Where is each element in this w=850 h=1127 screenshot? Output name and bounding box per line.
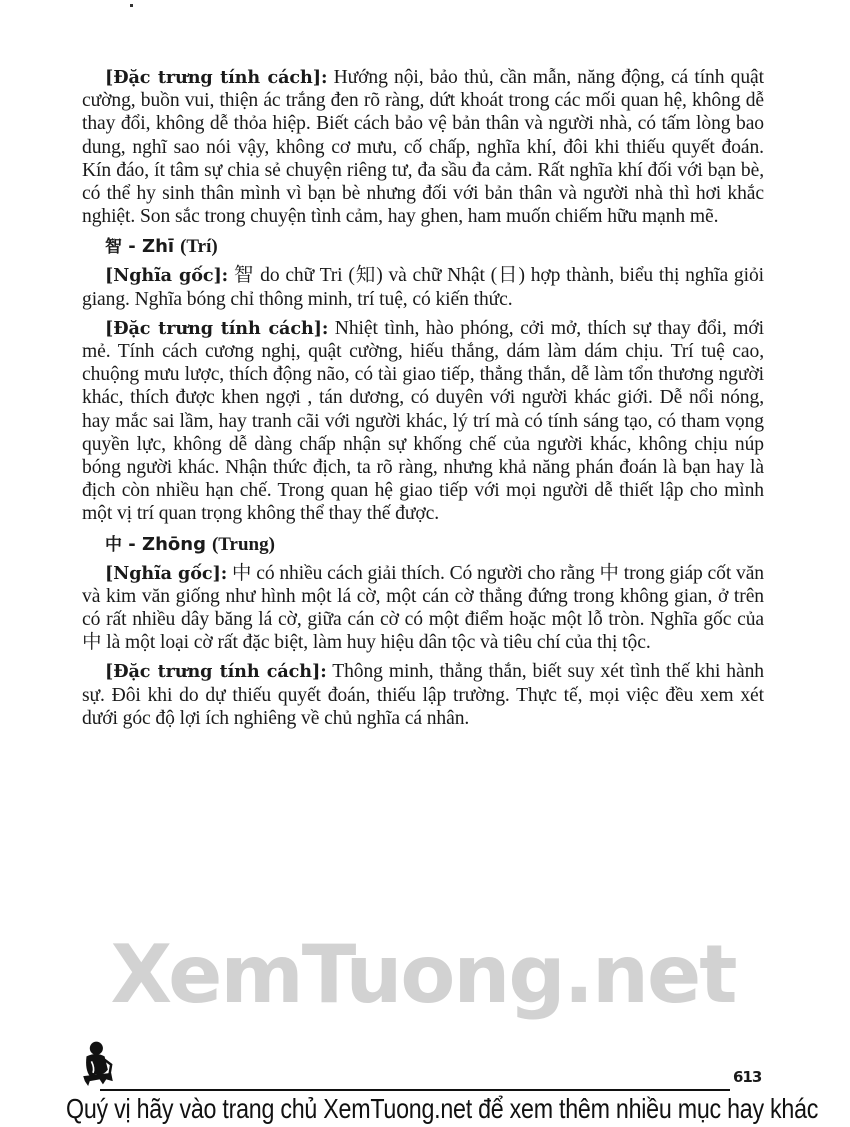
paragraph-label: [Nghĩa gốc]: (105, 562, 228, 584)
paragraph-label: [Nghĩa gốc]: (105, 265, 229, 287)
section-heading-zhi (105, 234, 764, 260)
scan-speck (130, 4, 133, 7)
paragraph-text: Hướng nội, bảo thủ, cần mẫn, năng động, cá tính quật cường, buồn vui, thiện ác trắng đen rõ ràng, dứt khoát trong các mối quan hệ, không dễ thay đổi, không dễ thỏa hiệp. Biết cách bảo vệ bản thân và người nhà, có tấm lòng bao dung, nghĩ sao nói vậy, không cơ mưu, cố chấp, nghĩa khí, đôi khi thiếu quyết đoán. Kín đáo, ít tâm sự chia sẻ chuyện riêng tư, đa sầu đa cảm. Rất nghĩa khí đối với bạn bè, có thể hy sinh thân mình vì bạn bè nhưng đối với bản thân và người nhà thì hơi khắc nghiệt. Son sắc trong chuyện tình cảm, hay ghen, ham muốn chiếm hữu mạnh mẽ. (82, 67, 765, 228)
paragraph-label: [Đặc trưng tính cách]: (105, 661, 327, 683)
heading-separator: - (122, 533, 143, 555)
page-number: 613 (733, 1068, 762, 1086)
seated-figure-icon (78, 1040, 118, 1086)
heading-separator: - (122, 236, 143, 258)
section-heading-zhong (105, 532, 764, 558)
heading-pinyin: Zhī (142, 236, 175, 258)
paragraph-origin (82, 264, 764, 310)
paragraph-personality (82, 317, 764, 526)
paragraph-personality (82, 66, 764, 228)
paragraph-text: Nhiệt tình, hào phóng, cởi mở, thích sự thay đổi, mới mẻ. Tính cách cương nghị, quật cường, hiếu thắng, dám làm dám chịu. Trí tuệ cao, chuộng mưu lược, thích động não, có tài giao tiếp, thẳng thắn, dễ làm tổn thương người khác, thích được khen ngợi , tán dương, có duyên với người khác giới. Dễ nổi nóng, hay mắc sai lầm, hay tranh cãi với người khác, lý trí mà có tính sáng tạo, có tham vọng quyền lực, không dễ dàng chấp nhận sự khống chế của người khác, không chịu núp bóng người khác. Nhận thức địch, ta rõ ràng, nhưng khả năng phán đoán là bạn hay là địch còn nhiều hạn chế. Trong quan hệ giao tiếp với mọi người dễ thiết lập cho mình một vị trí quan trọng không thể thay thế được. (82, 317, 764, 525)
paragraph-text: 智 do chữ Tri (知) và chữ Nhật (日) hợp thành, biểu thị nghĩa giỏi giang. Nghĩa bóng chỉ thông minh, trí tuệ, có kiến thức. (82, 265, 764, 310)
heading-vietnamese: (Trung) (211, 533, 275, 555)
watermark: XemTuong.net (110, 928, 736, 1021)
paragraph-text: 中 có nhiều cách giải thích. Có người cho rằng 中 trong giáp cốt văn và kim văn giống như hình một lá cờ, một cán cờ thẳng đứng trong không gian, ở trên có rất nhiều dây băng lá cờ, giữa cán cờ có một điểm hoặc một lỗ tròn. Nghĩa gốc của 中 là một loại cờ rất đặc biệt, làm huy hiệu dân tộc và tiêu chí của thị tộc. (82, 562, 764, 654)
paragraph-label: [Đặc trưng tính cách]: (105, 317, 329, 339)
promo-banner-text[interactable]: Quý vị hãy vào trang chủ XemTuong.net để xem thêm nhiều mục hay khác (66, 1093, 819, 1124)
heading-vietnamese: (Trí) (180, 236, 218, 258)
heading-hanzi: 中 (105, 534, 122, 555)
paragraph-origin (82, 562, 764, 655)
paragraph-personality (82, 660, 764, 730)
footer-rule (100, 1089, 730, 1091)
heading-hanzi: 智 (105, 237, 122, 258)
heading-pinyin: Zhōng (142, 533, 206, 555)
page-content (82, 66, 764, 736)
paragraph-text: Thông minh, thẳng thắn, biết suy xét tình thế khi hành sự. Đôi khi do dự thiếu quyết đoán, thiếu lập trường. Thực tế, mọi việc đều xem xét dưới góc độ lợi ích nghiêng về chủ nghĩa cá nhân. (82, 661, 764, 729)
paragraph-label: [Đặc trưng tính cách]: (105, 67, 328, 88)
